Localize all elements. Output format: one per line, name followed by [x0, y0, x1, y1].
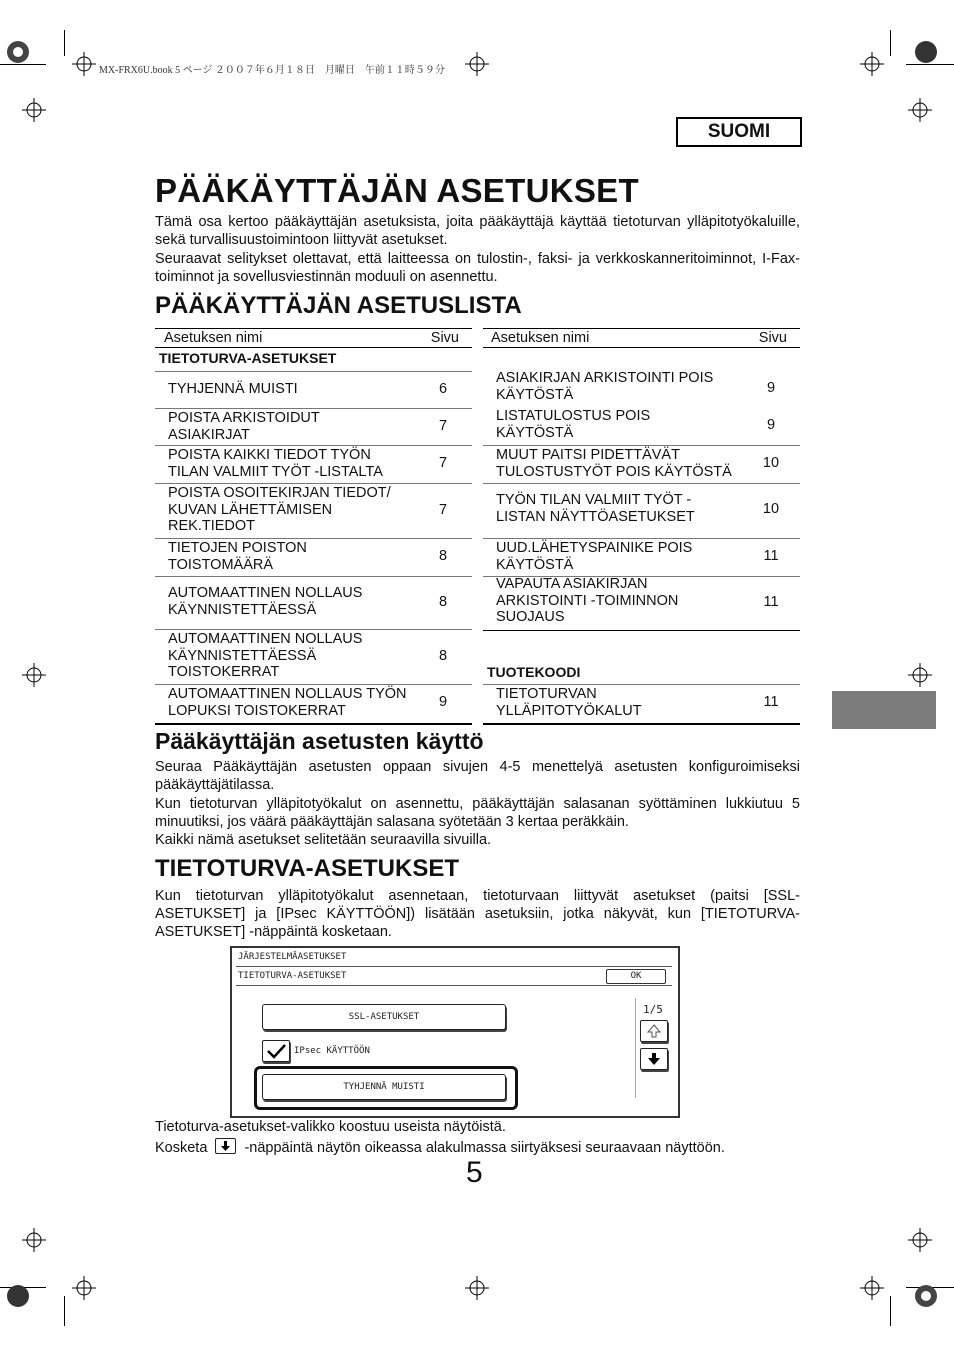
- table-row: [483, 576, 800, 631]
- setting-name: VAPAUTA ASIAKIRJAN ARKISTOINTI -TOIMINNON SUOJAUS: [496, 576, 679, 625]
- setting-name: UUD.LÄHETYSPAINIKE POIS KÄYTÖSTÄ: [496, 540, 693, 573]
- setting-page: 8: [438, 548, 448, 564]
- scroll-up-button[interactable]: [640, 1020, 668, 1042]
- table-row: [155, 629, 472, 685]
- table-row: [155, 538, 472, 577]
- caption-2: [155, 1138, 725, 1157]
- table-header: [155, 328, 472, 348]
- down-key-icon: [215, 1138, 236, 1154]
- registration-mark-icon: [914, 40, 938, 64]
- arrow-down-icon: [641, 1049, 667, 1069]
- chapter-tab: [832, 691, 936, 729]
- screen-top-title: JÄRJESTELMÄASETUKSET: [238, 952, 347, 962]
- usage-paragraph-1: Seuraa Pääkäyttäjän asetusten oppaan sivujen 4-5 menettelyä asetusten konfiguroimiseksi pääkäyttäjätilassa.: [155, 759, 800, 793]
- crosshair-icon: [72, 52, 96, 76]
- registration-mark-icon: [914, 1284, 938, 1308]
- clear-memory-button[interactable]: TYHJENNÄ MUISTI: [262, 1074, 506, 1100]
- crosshair-icon: [465, 1276, 489, 1300]
- page-title: PÄÄKÄYTTÄJÄN ASETUKSET: [155, 172, 639, 209]
- table-header: [483, 328, 800, 348]
- setting-name: AUTOMAATTINEN NOLLAUS TYÖN LOPUKSI TOISTOKERRAT: [168, 686, 407, 719]
- setting-name: TIETOTURVAN YLLÄPITOTYÖKALUT: [496, 686, 642, 719]
- setting-name: ASIAKIRJAN ARKISTOINTI POIS KÄYTÖSTÄ: [496, 370, 714, 403]
- table-row: [483, 445, 800, 484]
- intro-paragraph-2: Seuraavat selitykset olettavat, että laitteessa on tulostin-, faksi- ja verkkoskanneritoiminnot, I-Fax-toiminnot ja sovellusviestinnän moduuli on asennettu.: [155, 251, 800, 285]
- ipsec-label: IPsec KÄYTTÖÖN: [294, 1046, 370, 1056]
- setting-page: 11: [763, 694, 779, 710]
- setting-page: 7: [438, 455, 448, 471]
- ipsec-checkbox[interactable]: [262, 1040, 290, 1062]
- crosshair-icon: [908, 98, 932, 122]
- setting-name: TYÖN TILAN VALMIIT TYÖT -LISTAN NÄYTTÖASETUKSET: [496, 492, 695, 525]
- table-row: [155, 576, 472, 630]
- crosshair-icon: [22, 663, 46, 687]
- column-name-header: Asetuksen nimi: [491, 330, 590, 346]
- security-settings-screen: [230, 946, 680, 1118]
- scroll-down-button[interactable]: [640, 1048, 668, 1070]
- security-heading: TIETOTURVA-ASETUKSET: [155, 855, 460, 882]
- registration-mark-icon: [6, 40, 30, 64]
- setting-name: LISTATULOSTUS POIS KÄYTÖSTÄ: [496, 408, 651, 441]
- setting-name: POISTA OSOITEKIRJAN TIEDOT/ KUVAN LÄHETTÄMISEN REK.TIEDOT: [168, 485, 391, 534]
- setting-name: AUTOMAATTINEN NOLLAUS KÄYNNISTETTÄESSÄ: [168, 585, 363, 618]
- page-indicator: 1/5: [643, 1003, 663, 1016]
- table-row: [483, 538, 800, 577]
- language-tab: SUOMI: [676, 117, 802, 147]
- setting-name: MUUT PAITSI PIDETTÄVÄT TULOSTUSTYÖT POIS KÄYTÖSTÄ: [496, 447, 732, 480]
- divider: [236, 966, 672, 967]
- divider: [236, 985, 672, 986]
- settings-table-left: [155, 328, 472, 724]
- registration-mark-icon: [6, 1284, 30, 1308]
- table-row: [155, 408, 472, 446]
- setting-name: TIETOJEN POISTON TOISTOMÄÄRÄ: [168, 540, 307, 573]
- table-row: [155, 371, 472, 409]
- book-header: MX-FRX6U.book 5 ページ ２００７年６月１８日 月曜日 午前１１時５９分: [99, 65, 445, 76]
- column-page-header: Sivu: [758, 330, 787, 346]
- crosshair-icon: [908, 1228, 932, 1252]
- setting-name: POISTA ARKISTOIDUT ASIAKIRJAT: [168, 410, 320, 443]
- ssl-settings-button[interactable]: SSL-ASETUKSET: [262, 1004, 506, 1030]
- usage-paragraph-2: Kun tietoturvan ylläpitotyökalut on asennettu, pääkäyttäjän salasanan syöttäminen lukkiutuu 5 minuutiksi, jos väärä pääkäyttäjän salasana syötetään 3 kertaa peräkkäin.: [155, 796, 800, 830]
- list-heading: PÄÄKÄYTTÄJÄN ASETUSLISTA: [155, 292, 522, 319]
- table-row: [155, 684, 472, 725]
- caption-1: Tietoturva-asetukset-valikko koostuu useista näytöistä.: [155, 1119, 506, 1135]
- setting-page: 8: [438, 594, 448, 610]
- ok-button[interactable]: OK: [606, 969, 666, 984]
- usage-paragraph-3: Kaikki nämä asetukset selitetään seuraavilla sivuilla.: [155, 832, 492, 848]
- setting-page: 11: [763, 548, 779, 564]
- setting-page: 9: [766, 417, 776, 433]
- setting-page: 6: [438, 381, 448, 397]
- setting-page: 10: [762, 455, 780, 471]
- table-row: [155, 445, 472, 484]
- setting-page: 7: [438, 418, 448, 434]
- setting-page: 10: [762, 501, 780, 517]
- section-label: TIETOTURVA-ASETUKSET: [159, 350, 337, 366]
- checkmark-icon: [263, 1041, 289, 1061]
- section-label: TUOTEKOODI: [487, 664, 581, 680]
- security-paragraph: Kun tietoturvan ylläpitotyökalut asennetaan, tietoturvaan liittyvät asetukset (paitsi [SSL-ASETUKSET] ja [IPsec KÄYTTÖÖN]) lisätään asetuksiin, jotka näkyvät, kun [TIETOTURVA-ASETUKSET] -näppäintä kosketaan.: [155, 888, 800, 940]
- arrow-up-icon: [641, 1021, 667, 1041]
- table-row: [483, 483, 800, 539]
- crosshair-icon: [908, 663, 932, 687]
- table-row: [155, 483, 472, 539]
- crosshair-icon: [860, 52, 884, 76]
- crosshair-icon: [72, 1276, 96, 1300]
- column-name-header: Asetuksen nimi: [164, 330, 263, 346]
- setting-page: 9: [766, 380, 776, 396]
- settings-table-right: [483, 328, 800, 724]
- setting-name: AUTOMAATTINEN NOLLAUS KÄYNNISTETTÄESSÄ TOISTOKERRAT: [168, 631, 363, 680]
- setting-page: 11: [763, 594, 779, 610]
- column-page-header: Sivu: [430, 330, 459, 346]
- page-number: 5: [466, 1156, 483, 1189]
- setting-page: 7: [438, 502, 448, 518]
- crosshair-icon: [465, 52, 489, 76]
- table-row: [483, 684, 800, 725]
- screen-sub-title: TIETOTURVA-ASETUKSET: [238, 971, 347, 981]
- crosshair-icon: [22, 98, 46, 122]
- setting-name: POISTA KAIKKI TIEDOT TYÖN TILAN VALMIIT TYÖT -LISTALTA: [168, 447, 383, 480]
- setting-name: TYHJENNÄ MUISTI: [168, 381, 298, 397]
- caption-2-before: Kosketa: [155, 1140, 208, 1156]
- setting-page: 9: [438, 694, 448, 710]
- divider: [635, 998, 636, 1098]
- table-row: [483, 408, 800, 445]
- caption-2-after: -näppäintä näytön oikeassa alakulmassa siirtyäksesi seuraavaan näyttöön.: [244, 1140, 725, 1156]
- intro-paragraph-1: Tämä osa kertoo pääkäyttäjän asetuksista, joita pääkäyttäjä käyttää tietoturvan ylläpitotyökaluille, sekä turvallisuustoimintoon liittyvät asetukset.: [155, 214, 800, 248]
- usage-heading: Pääkäyttäjän asetusten käyttö: [155, 728, 484, 754]
- setting-page: 8: [438, 648, 448, 664]
- table-row: [483, 371, 800, 408]
- crosshair-icon: [22, 1228, 46, 1252]
- crosshair-icon: [860, 1276, 884, 1300]
